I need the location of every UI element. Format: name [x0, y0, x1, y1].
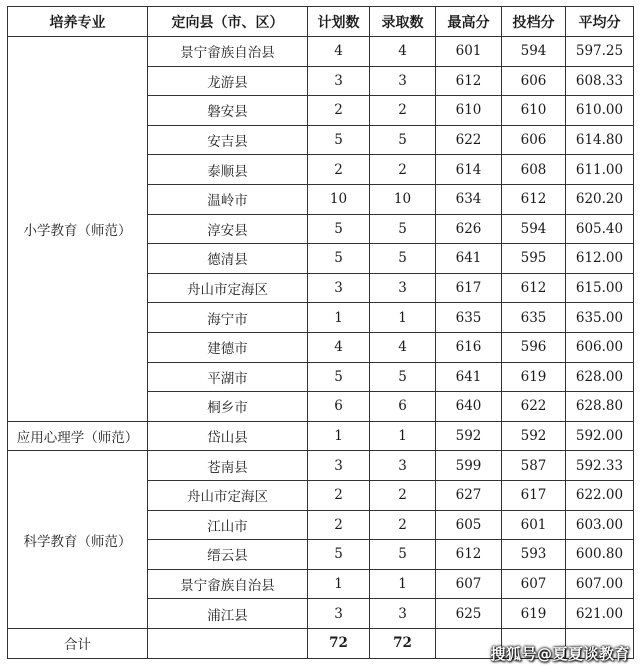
admitted-cell: 10 — [370, 184, 436, 214]
plan-cell: 5 — [308, 244, 370, 274]
table-row — [8, 37, 634, 67]
cutoff-score-cell: 593 — [502, 540, 566, 570]
max-score-cell: 625 — [436, 599, 502, 629]
avg-score-cell: 600.80 — [566, 540, 634, 570]
plan-cell: 4 — [308, 332, 370, 362]
county-cell: 浦江县 — [148, 599, 308, 629]
header-cutoff-score: 投档分 — [502, 7, 566, 37]
max-score-cell: 641 — [436, 362, 502, 392]
admitted-cell: 1 — [370, 421, 436, 451]
max-score-cell: 592 — [436, 421, 502, 451]
header-plan: 计划数 — [308, 7, 370, 37]
cutoff-score-cell: 619 — [502, 599, 566, 629]
county-cell: 淳安县 — [148, 214, 308, 244]
plan-cell: 3 — [308, 66, 370, 96]
admitted-cell: 2 — [370, 480, 436, 510]
cutoff-score-cell: 635 — [502, 303, 566, 333]
county-cell: 温岭市 — [148, 184, 308, 214]
plan-cell: 1 — [308, 421, 370, 451]
county-cell: 建德市 — [148, 332, 308, 362]
county-cell: 海宁市 — [148, 303, 308, 333]
cutoff-score-cell: 592 — [502, 421, 566, 451]
county-cell: 德清县 — [148, 244, 308, 274]
plan-cell: 5 — [308, 362, 370, 392]
county-cell: 龙游县 — [148, 66, 308, 96]
avg-score-cell: 611.00 — [566, 155, 634, 185]
admitted-cell: 5 — [370, 244, 436, 274]
cutoff-score-cell: 594 — [502, 214, 566, 244]
admitted-cell: 4 — [370, 37, 436, 67]
max-score-cell: 622 — [436, 125, 502, 155]
cutoff-score-cell: 619 — [502, 362, 566, 392]
max-score-cell: 626 — [436, 214, 502, 244]
cutoff-score-cell: 595 — [502, 244, 566, 274]
table-row — [8, 451, 634, 481]
header-max-score: 最高分 — [436, 7, 502, 37]
county-cell: 磐安县 — [148, 96, 308, 126]
max-score-cell: 634 — [436, 184, 502, 214]
admitted-cell: 4 — [370, 332, 436, 362]
max-score-cell: 617 — [436, 273, 502, 303]
admitted-cell: 1 — [370, 569, 436, 599]
avg-score-cell: 608.33 — [566, 66, 634, 96]
admitted-cell: 2 — [370, 155, 436, 185]
plan-cell: 2 — [308, 510, 370, 540]
max-score-cell: 601 — [436, 37, 502, 67]
county-cell: 苍南县 — [148, 451, 308, 481]
county-cell: 景宁畲族自治县 — [148, 37, 308, 67]
max-score-cell: 612 — [436, 540, 502, 570]
plan-cell: 6 — [308, 392, 370, 422]
county-cell: 岱山县 — [148, 421, 308, 451]
major-cell: 科学教育（师范） — [8, 451, 148, 629]
table-body — [8, 37, 634, 659]
plan-cell: 3 — [308, 599, 370, 629]
plan-cell: 1 — [308, 569, 370, 599]
max-score-cell: 616 — [436, 332, 502, 362]
county-cell: 舟山市定海区 — [148, 273, 308, 303]
watermark: 搜狐号@夏夏谈教育 — [490, 645, 630, 663]
avg-score-cell: 615.00 — [566, 273, 634, 303]
admitted-cell: 2 — [370, 96, 436, 126]
header-avg-score: 平均分 — [566, 7, 634, 37]
max-score-cell: 599 — [436, 451, 502, 481]
table-row — [8, 421, 634, 451]
header-row — [8, 7, 634, 37]
max-score-cell: 605 — [436, 510, 502, 540]
avg-score-cell: 605.40 — [566, 214, 634, 244]
avg-score-cell: 622.00 — [566, 480, 634, 510]
max-score-cell: 607 — [436, 569, 502, 599]
admitted-cell: 3 — [370, 451, 436, 481]
cutoff-score-cell: 601 — [502, 510, 566, 540]
total-plan: 72 — [308, 628, 370, 658]
max-score-cell: 614 — [436, 155, 502, 185]
major-cell: 小学教育（师范） — [8, 37, 148, 422]
avg-score-cell: 628.80 — [566, 392, 634, 422]
max-score-cell: 627 — [436, 480, 502, 510]
cutoff-score-cell: 612 — [502, 273, 566, 303]
avg-score-cell: 603.00 — [566, 510, 634, 540]
admitted-cell: 3 — [370, 66, 436, 96]
avg-score-cell: 607.00 — [566, 569, 634, 599]
admitted-cell: 3 — [370, 273, 436, 303]
county-cell: 缙云县 — [148, 540, 308, 570]
max-score-cell: 610 — [436, 96, 502, 126]
admitted-cell: 6 — [370, 392, 436, 422]
admitted-cell: 5 — [370, 362, 436, 392]
header-admitted: 录取数 — [370, 7, 436, 37]
admitted-cell: 3 — [370, 599, 436, 629]
avg-score-cell: 606.00 — [566, 332, 634, 362]
cutoff-score-cell: 587 — [502, 451, 566, 481]
plan-cell: 10 — [308, 184, 370, 214]
plan-cell: 3 — [308, 451, 370, 481]
county-cell: 安吉县 — [148, 125, 308, 155]
admission-score-table — [7, 6, 634, 659]
county-cell: 泰顺县 — [148, 155, 308, 185]
avg-score-cell: 610.00 — [566, 96, 634, 126]
plan-cell: 3 — [308, 273, 370, 303]
cutoff-score-cell: 617 — [502, 480, 566, 510]
cutoff-score-cell: 622 — [502, 392, 566, 422]
cutoff-score-cell: 612 — [502, 184, 566, 214]
header-major: 培养专业 — [8, 7, 148, 37]
plan-cell: 5 — [308, 125, 370, 155]
plan-cell: 2 — [308, 155, 370, 185]
total-admitted: 72 — [370, 628, 436, 658]
cutoff-score-cell: 606 — [502, 125, 566, 155]
county-cell: 景宁畲族自治县 — [148, 569, 308, 599]
county-cell: 舟山市定海区 — [148, 480, 308, 510]
admitted-cell: 5 — [370, 214, 436, 244]
plan-cell: 5 — [308, 214, 370, 244]
avg-score-cell: 597.25 — [566, 37, 634, 67]
cutoff-score-cell: 610 — [502, 96, 566, 126]
cutoff-score-cell: 607 — [502, 569, 566, 599]
cutoff-score-cell: 596 — [502, 332, 566, 362]
avg-score-cell: 635.00 — [566, 303, 634, 333]
admitted-cell: 2 — [370, 510, 436, 540]
admitted-cell: 5 — [370, 125, 436, 155]
admitted-cell: 5 — [370, 540, 436, 570]
cutoff-score-cell: 594 — [502, 37, 566, 67]
max-score-cell: 612 — [436, 66, 502, 96]
avg-score-cell: 620.20 — [566, 184, 634, 214]
major-cell: 应用心理学（师范） — [8, 421, 148, 451]
cutoff-score-cell: 606 — [502, 66, 566, 96]
avg-score-cell: 614.80 — [566, 125, 634, 155]
max-score-cell: 641 — [436, 244, 502, 274]
avg-score-cell: 628.00 — [566, 362, 634, 392]
avg-score-cell: 612.00 — [566, 244, 634, 274]
header-county: 定向县（市、区） — [148, 7, 308, 37]
county-cell: 桐乡市 — [148, 392, 308, 422]
county-cell: 平湖市 — [148, 362, 308, 392]
plan-cell: 1 — [308, 303, 370, 333]
plan-cell: 5 — [308, 540, 370, 570]
admitted-cell: 1 — [370, 303, 436, 333]
plan-cell: 2 — [308, 96, 370, 126]
plan-cell: 2 — [308, 480, 370, 510]
plan-cell: 4 — [308, 37, 370, 67]
max-score-cell: 635 — [436, 303, 502, 333]
max-score-cell: 640 — [436, 392, 502, 422]
avg-score-cell: 621.00 — [566, 599, 634, 629]
total-label: 合计 — [8, 628, 148, 658]
avg-score-cell: 592.33 — [566, 451, 634, 481]
county-cell: 江山市 — [148, 510, 308, 540]
total-county-empty — [148, 628, 308, 658]
avg-score-cell: 592.00 — [566, 421, 634, 451]
cutoff-score-cell: 608 — [502, 155, 566, 185]
